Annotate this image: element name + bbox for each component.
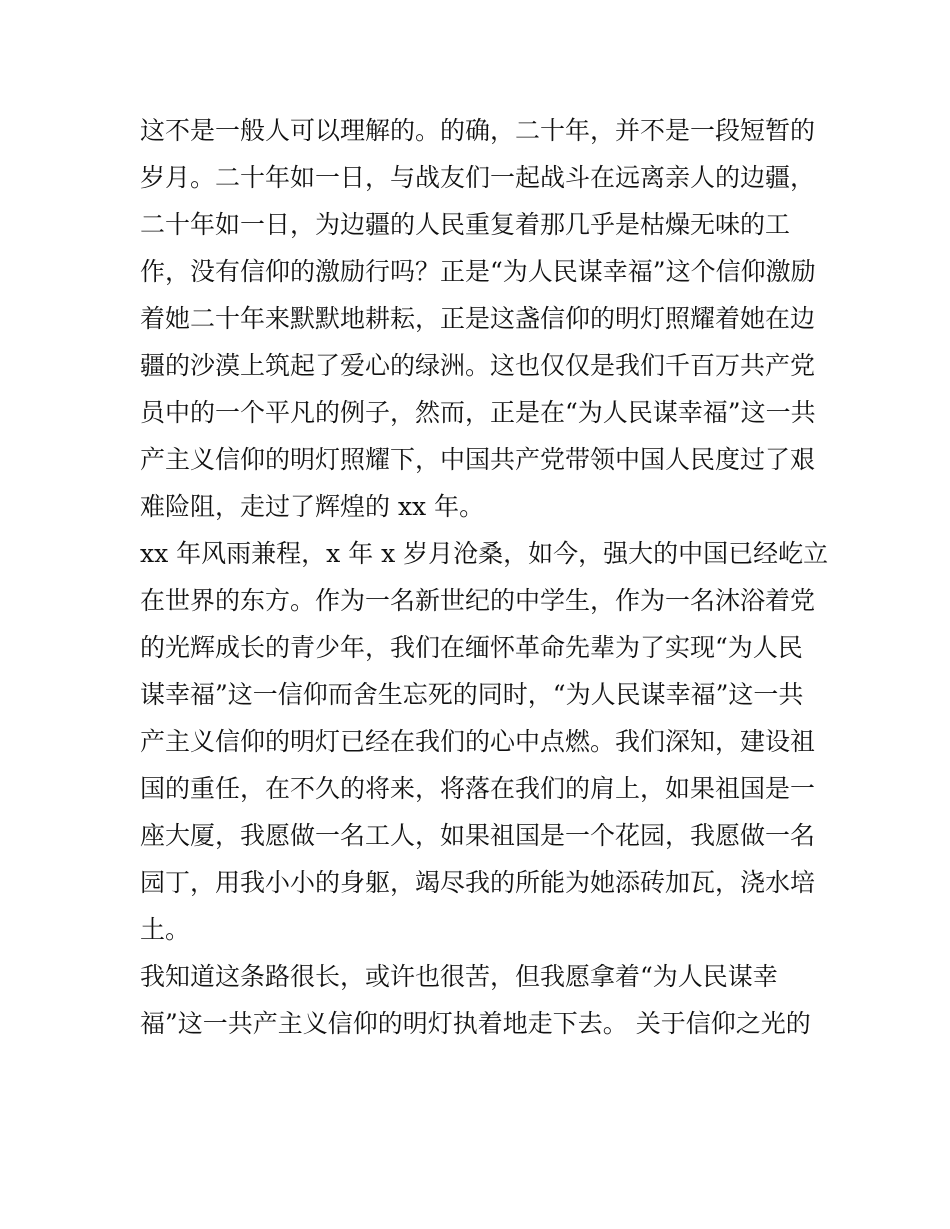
text-line: xx 年风雨兼程，x 年 x 岁月沧桑，如今，强大的中国已经屹立 <box>140 539 829 568</box>
text-line: 二十年如一日，为边疆的人民重复着那几乎是枯燥无味的工 <box>140 210 791 239</box>
text-line: 土。 <box>140 915 191 944</box>
text-line: 国的重任，在不久的将来，将落在我们的肩上，如果祖国是一 <box>140 774 816 803</box>
text-line: 在世界的东方。作为一名新世纪的中学生，作为一名沐浴着党 <box>140 586 816 615</box>
text-line: 座大厦，我愿做一名工人，如果祖国是一个花园，我愿做一名 <box>140 821 816 850</box>
text-line: 的光辉成长的青少年，我们在缅怀革命先辈为了实现“为人民 <box>140 633 803 662</box>
text-line: 谋幸福”这一信仰而舍生忘死的同时，“为人民谋幸福”这一共 <box>140 680 804 709</box>
text-line: 疆的沙漠上筑起了爱心的绿洲。这也仅仅是我们千百万共产党 <box>140 351 816 380</box>
text-line: 产主义信仰的明灯已经在我们的心中点燃。我们深知，建设祖 <box>140 727 816 756</box>
text-line: 福”这一共产主义信仰的明灯执着地走下去。 关于信仰之光的 <box>140 1009 811 1038</box>
text-line: 这不是一般人可以理解的。的确，二十年，并不是一段短暂的 <box>140 116 816 145</box>
body-text <box>140 107 830 1047</box>
text-line: 着她二十年来默默地耕耘，正是这盏信仰的明灯照耀着她在边 <box>140 304 816 333</box>
text-line: 我知道这条路很长，或许也很苦，但我愿拿着“为人民谋幸 <box>140 962 778 991</box>
text-line: 园丁，用我小小的身躯，竭尽我的所能为她添砖加瓦，浇水培 <box>140 868 816 897</box>
text-line: 产主义信仰的明灯照耀下，中国共产党带领中国人民度过了艰 <box>140 445 816 474</box>
text-line: 岁月。二十年如一日，与战友们一起战斗在远离亲人的边疆， <box>140 163 816 192</box>
text-line: 作，没有信仰的激励行吗？正是“为人民谋幸福”这个信仰激励 <box>140 257 816 286</box>
text-line: 员中的一个平凡的例子，然而，正是在“为人民谋幸福”这一共 <box>140 398 816 427</box>
text-line: 难险阻，走过了辉煌的 xx 年。 <box>140 492 485 521</box>
